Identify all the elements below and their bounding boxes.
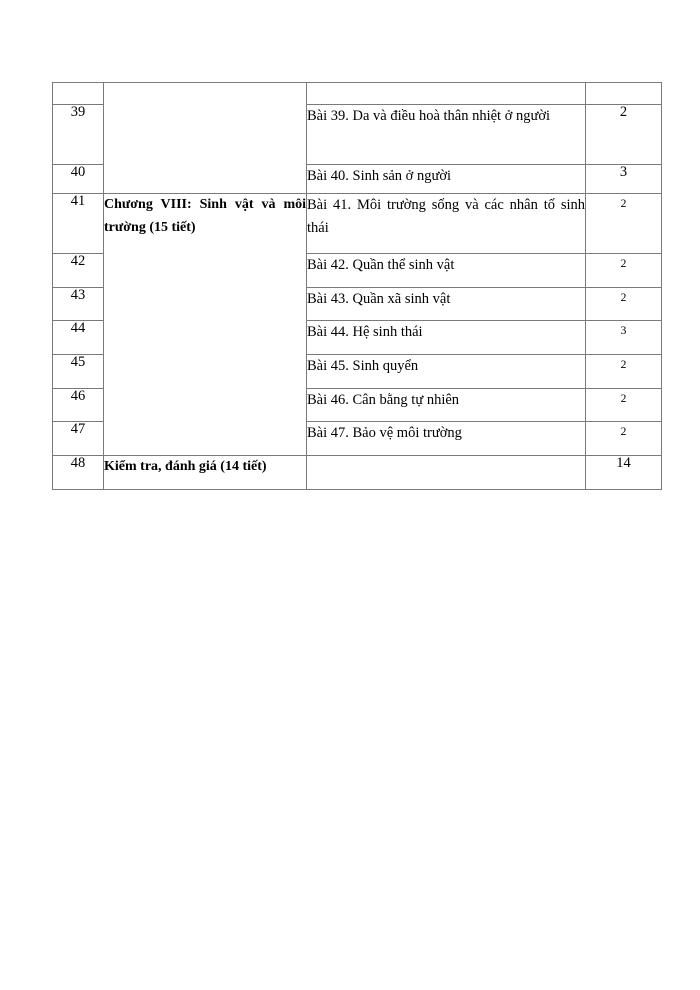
chapter-cell: Chương VIII: Sinh vật và môi trường (15 tiết) <box>104 194 307 456</box>
table-row <box>53 83 662 105</box>
lesson-cell: Bài 43. Quần xã sinh vật <box>307 288 586 321</box>
periods-cell: 2 <box>586 194 662 254</box>
row-number-cell: 45 <box>53 355 104 389</box>
periods-cell: 3 <box>586 165 662 194</box>
periods-cell: 14 <box>586 456 662 490</box>
lesson-cell: Bài 41. Môi trường sống và các nhân tố sinh thái <box>307 194 586 254</box>
chapter-cell: Kiểm tra, đánh giá (14 tiết) <box>104 456 307 490</box>
lesson-cell: Bài 40. Sinh sản ở người <box>307 165 586 194</box>
periods-cell: 2 <box>586 254 662 288</box>
row-number-cell: 46 <box>53 389 104 422</box>
periods-cell: 2 <box>586 389 662 422</box>
table-row <box>53 456 662 490</box>
lesson-cell <box>307 456 586 490</box>
lesson-cell: Bài 44. Hệ sinh thái <box>307 321 586 355</box>
chapter-cell <box>104 83 307 194</box>
periods-cell <box>586 83 662 105</box>
periods-cell: 2 <box>586 288 662 321</box>
row-number-cell: 48 <box>53 456 104 490</box>
lesson-cell: Bài 39. Da và điều hoà thân nhiệt ở người <box>307 105 586 165</box>
periods-cell: 2 <box>586 355 662 389</box>
lesson-cell: Bài 47. Bảo vệ môi trường <box>307 422 586 456</box>
row-number-cell: 39 <box>53 105 104 165</box>
periods-cell: 3 <box>586 321 662 355</box>
lesson-cell: Bài 46. Cân bằng tự nhiên <box>307 389 586 422</box>
row-number-cell: 41 <box>53 194 104 254</box>
row-number-cell: 42 <box>53 254 104 288</box>
lesson-cell: Bài 42. Quần thể sinh vật <box>307 254 586 288</box>
lesson-cell: Bài 45. Sinh quyển <box>307 355 586 389</box>
lesson-cell <box>307 83 586 105</box>
row-number-cell <box>53 83 104 105</box>
periods-cell: 2 <box>586 105 662 165</box>
periods-cell: 2 <box>586 422 662 456</box>
curriculum-schedule-table <box>52 82 662 490</box>
row-number-cell: 47 <box>53 422 104 456</box>
row-number-cell: 44 <box>53 321 104 355</box>
row-number-cell: 40 <box>53 165 104 194</box>
table-row <box>53 194 662 254</box>
row-number-cell: 43 <box>53 288 104 321</box>
